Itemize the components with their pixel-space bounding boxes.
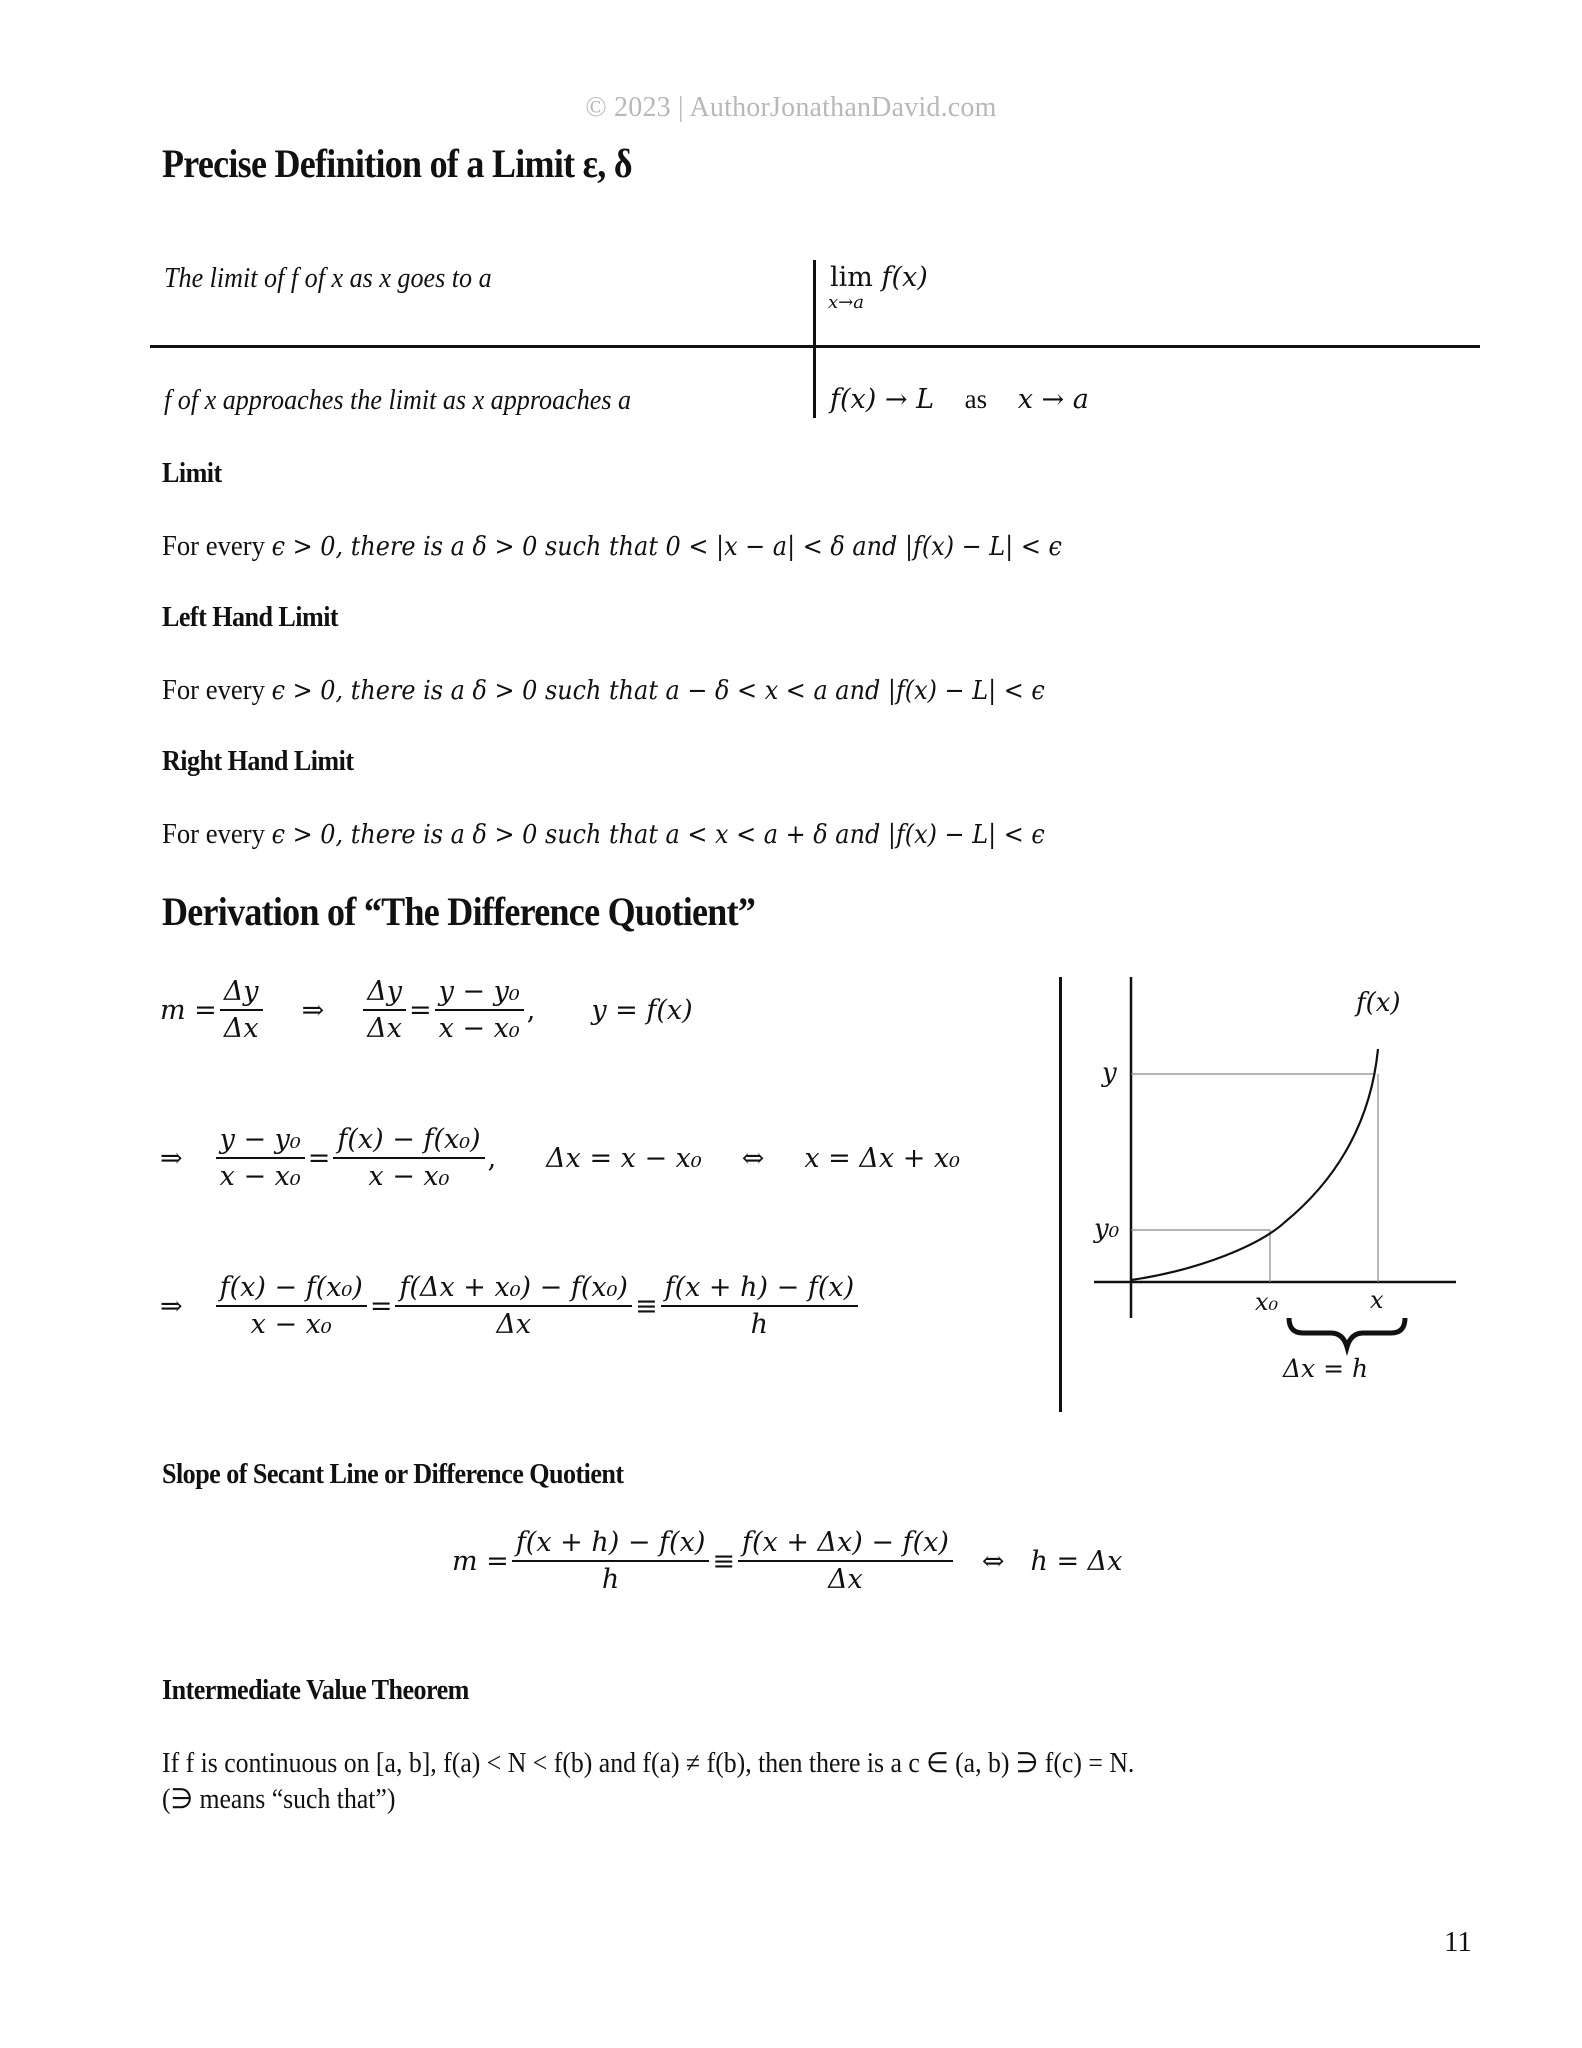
- heading-right-hand-limit: Right Hand Limit: [162, 745, 354, 777]
- as-word: as: [964, 384, 988, 414]
- numerator: y − y₀: [435, 976, 524, 1011]
- numerator: f(x) − f(x₀): [333, 1124, 484, 1159]
- equals: =: [408, 994, 432, 1026]
- fraction-f-x-plus-h: [512, 1527, 710, 1595]
- denominator: x − x₀: [368, 1161, 450, 1192]
- equation-secant-slope: [452, 1518, 1122, 1604]
- numerator: y − y₀: [216, 1124, 305, 1159]
- numerator: Δy: [363, 976, 406, 1011]
- implies-arrow: ⇒: [160, 1142, 183, 1174]
- statement-math: ϵ > 0, there is a δ > 0 such that 0 < |x − a| < δ and |f(x) − L| < ϵ: [271, 532, 1062, 562]
- statement-prefix: For every: [162, 818, 272, 850]
- numerator: f(x + h) − f(x): [512, 1527, 710, 1562]
- lim-subscript: x→a: [828, 292, 864, 313]
- denominator: Δx: [223, 1013, 259, 1044]
- delta-x-definition: Δx = x − x₀: [546, 1142, 702, 1174]
- numerator: f(x + Δx) − f(x): [738, 1527, 953, 1562]
- y-axis-label-y0: y₀: [1094, 1214, 1120, 1244]
- delta-x-brace: [1289, 1318, 1405, 1347]
- y-equals-f-x: y = f(x): [591, 994, 693, 1026]
- equals: =: [369, 1290, 393, 1322]
- equivalent-sign: ≡: [712, 1545, 735, 1577]
- denominator: h: [601, 1564, 620, 1595]
- page-title-limit-definition: Precise Definition of a Limit ε, δ: [162, 141, 632, 186]
- statement-prefix: For every: [162, 674, 272, 706]
- statement-prefix: For every: [162, 530, 272, 562]
- denominator: Δx: [496, 1309, 532, 1340]
- ivt-note: (∋ means “such that”): [162, 1784, 396, 1815]
- heading-left-hand-limit: Left Hand Limit: [162, 601, 339, 633]
- curve-label: f(x): [1356, 988, 1401, 1018]
- implies-arrow: ⇒: [160, 1290, 183, 1322]
- lim-operator: lim: [830, 262, 873, 293]
- numerator: f(x) − f(x₀): [216, 1272, 367, 1307]
- brace-label: Δx = h: [1283, 1354, 1369, 1383]
- heading-intermediate-value-theorem: Intermediate Value Theorem: [162, 1674, 469, 1706]
- heading-difference-quotient-derivation: Derivation of “The Difference Quotient”: [162, 889, 756, 934]
- f-approaches-L: f(x) → L: [830, 384, 935, 415]
- numerator: f(x + h) − f(x): [661, 1272, 859, 1307]
- table-row1-words: The limit of f of x as x goes to a: [164, 262, 492, 294]
- m-equals: m =: [452, 1545, 509, 1577]
- iff-arrow: ⇔: [741, 1142, 765, 1174]
- heading-limit: Limit: [162, 457, 222, 489]
- denominator: x − x₀: [250, 1309, 332, 1340]
- table-row2-words: f of x approaches the limit as x approaches a: [164, 384, 632, 416]
- statement-math: ϵ > 0, there is a δ > 0 such that a − δ < x < a and |f(x) − L| < ϵ: [271, 676, 1045, 706]
- fraction-f-x-plus-dx: [738, 1527, 953, 1595]
- x-approaches-a: x → a: [1017, 384, 1089, 415]
- implies-arrow: ⇒: [301, 994, 325, 1026]
- comma: ,: [487, 1142, 497, 1174]
- x-axis-label-x: x: [1370, 1286, 1384, 1314]
- statement-math: ϵ > 0, there is a δ > 0 such that a < x < a + δ and |f(x) − L| < ϵ: [271, 820, 1045, 850]
- m-equals: m =: [160, 994, 217, 1026]
- copyright-watermark: © 2023 | AuthorJonathanDavid.com: [585, 92, 997, 123]
- x-axis-label-x0: x₀: [1255, 1288, 1279, 1316]
- h-equals-delta-x: h = Δx: [1030, 1545, 1123, 1577]
- lim-function: f(x): [881, 262, 928, 293]
- page-number: 11: [1444, 1926, 1472, 1958]
- denominator: x − x₀: [219, 1161, 301, 1192]
- x-definition: x = Δx + x₀: [804, 1142, 960, 1174]
- denominator: x − x₀: [438, 1013, 520, 1044]
- denominator: h: [750, 1309, 769, 1340]
- y-axis-label-y: y: [1102, 1058, 1117, 1088]
- numerator: Δy: [220, 976, 263, 1011]
- ivt-statement: If f is continuous on [a, b], f(a) < N < f(b) and f(a) ≠ f(b), then there is a c ∈ (a, b) ∋ f(c) = N.: [162, 1748, 1135, 1779]
- denominator: Δx: [367, 1013, 402, 1044]
- comma: ,: [526, 994, 536, 1026]
- equivalent-sign: ≡: [634, 1290, 658, 1322]
- numerator: f(Δx + x₀) − f(x₀): [395, 1272, 632, 1307]
- heading-secant-slope: Slope of Secant Line or Difference Quotient: [162, 1458, 624, 1490]
- iff-arrow: ⇔: [981, 1545, 1005, 1577]
- denominator: Δx: [828, 1564, 863, 1595]
- equals: =: [307, 1142, 331, 1174]
- function-curve: [1131, 1049, 1378, 1280]
